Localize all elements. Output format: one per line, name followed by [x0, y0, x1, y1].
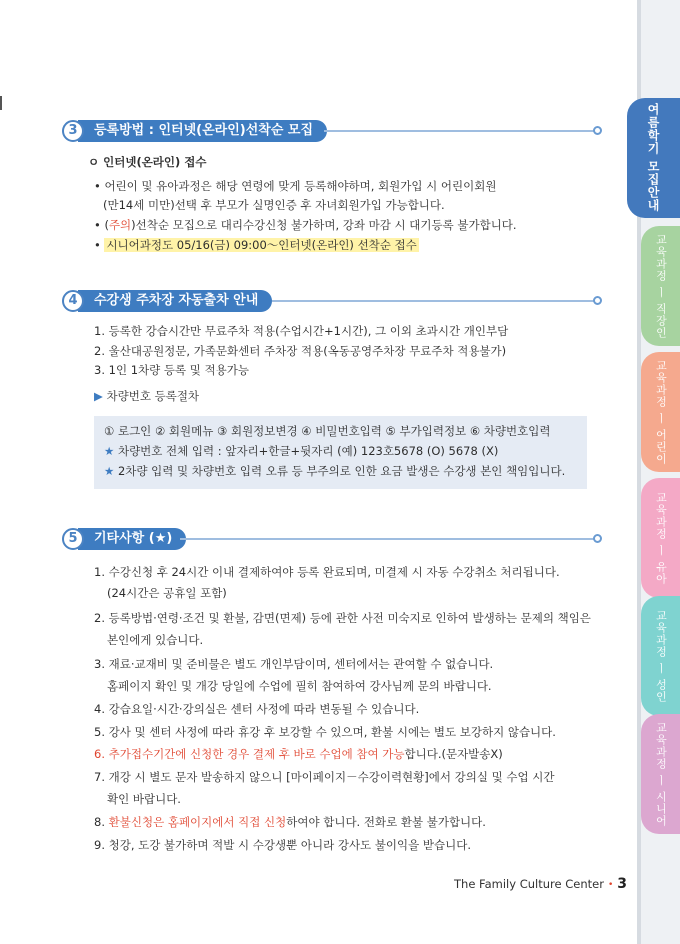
info-text: 차량번호 전체 입력 : 앞자리+한글+뒷자리 (예) 123호5678 (O) 5678 (X) — [117, 444, 499, 458]
tab-summer-recruitment[interactable] — [627, 98, 680, 218]
list-item: 본인에게 있습니다. — [107, 633, 204, 647]
page-edge-mark — [0, 96, 2, 110]
tab-label: 교육과정 ㅣ 유아 — [654, 491, 668, 585]
highlight-red-text: 환불신청은 홈페이지에서 직접 신청 — [108, 815, 287, 829]
highlighted-text: 시니어과정도 05/16(금) 09:00～인터넷(온라인) 선착순 접수 — [106, 238, 417, 252]
section-number: 5 — [62, 528, 84, 550]
star-icon: ★ — [104, 444, 115, 458]
section-4-header — [62, 290, 602, 314]
list-item: 2. 등록방법·연령·조건 및 환불, 감면(면제) 등에 관한 사전 미숙지로 인하여 발생하는 문제의 책임은 — [94, 611, 591, 625]
list-item: 5. 강사 및 센터 사정에 따라 휴강 후 보강할 수 있으며, 환불 시에는 별도 보강하지 않습니다. — [94, 725, 556, 739]
bullet-prefix: • ( — [94, 218, 109, 232]
item-text: 합니다.(문자발송X) — [404, 747, 503, 761]
notice-text: )선착순 모집으로 대리수강신청 불가하며, 강좌 마감 시 대기등록 불가합니다. — [131, 218, 517, 232]
list-item: 7. 개강 시 별도 문자 발송하지 않으니 [마이페이지－수강이력현황]에서 강의실 및 수업 시간 — [94, 770, 555, 784]
body-line: 3. 1인 1차량 등록 및 적용가능 — [94, 363, 249, 377]
subheading: ㅇ 인터넷(온라인) 접수 — [88, 155, 207, 169]
page-footer — [454, 876, 627, 892]
list-item: 9. 청강, 도강 불가하며 적발 시 수강생뿐 아니라 강사도 불이익을 받습니다. — [94, 838, 471, 852]
tab-adults[interactable] — [641, 596, 680, 716]
tab-office-workers[interactable] — [641, 226, 680, 346]
info-line — [104, 443, 498, 459]
body-line: (만14세 미만)선택 후 부모가 실명인증 후 자녀회원가입 가능합니다. — [103, 198, 445, 212]
list-item — [94, 746, 503, 762]
bullet-prefix: • — [94, 238, 105, 252]
divider-end-dot — [593, 534, 602, 543]
notice-line — [94, 217, 517, 233]
warning-word: 주의 — [108, 218, 132, 232]
divider-line — [180, 538, 594, 540]
section-3-header — [62, 120, 602, 144]
procedure-heading — [94, 388, 199, 404]
list-item: 3. 재료·교재비 및 준비물은 별도 개인부담이며, 센터에서는 관여할 수 없습니다. — [94, 657, 494, 671]
section-number: 3 — [62, 120, 84, 142]
tab-label: 교육과정 ㅣ 성인 — [654, 609, 668, 703]
side-tab-bar — [637, 0, 680, 944]
highlight-red-text: 6. 추가접수기간에 신청한 경우 결제 후 바로 수업에 참여 가능 — [94, 747, 405, 761]
star-icon: ★ — [104, 464, 115, 478]
section-title: 등록방법 : 인터넷(온라인)선착순 모집 — [78, 120, 327, 142]
procedure-label: 차량번호 등록절차 — [106, 389, 200, 403]
section-5-header — [62, 528, 602, 552]
item-text: 하여야 합니다. 전화로 환불 불가합니다. — [286, 815, 486, 829]
info-text: 2차량 입력 및 차량번호 입력 오류 등 부주의로 인한 요금 발생은 수강생 본인 책임입니다. — [117, 464, 566, 478]
section-number: 4 — [62, 290, 84, 312]
list-item: 홈페이지 확인 및 개강 당일에 수업에 필히 참여하여 강사님께 문의 바랍니다. — [107, 679, 492, 693]
list-item: 확인 바랍니다. — [107, 792, 181, 806]
tab-label: 교육과정 ㅣ 시니어 — [654, 721, 668, 827]
list-item: (24시간은 공휴일 포함) — [107, 586, 227, 600]
info-line — [104, 463, 565, 479]
body-line: • 어린이 및 유아과정은 해당 연령에 맞게 등록해야하며, 회원가입 시 어린이회원 — [94, 179, 497, 193]
tab-label: 여름학기 모집안내 — [646, 103, 660, 213]
procedure-steps: ① 로그인 ② 회원메뉴 ③ 회원정보변경 ④ 비밀번호입력 ⑤ 부가입력정보 ⑥ 차량번호입력 — [104, 424, 551, 438]
list-item: 4. 강습요일·시간·강의실은 센터 사정에 따라 변동될 수 있습니다. — [94, 702, 420, 716]
section-title: 기타사항 (★) — [78, 528, 186, 550]
page-number: 3 — [617, 876, 627, 892]
section-title: 수강생 주차장 자동출차 안내 — [78, 290, 272, 312]
footer-brand: The Family Culture Center — [454, 877, 604, 891]
tab-label: 교육과정 ㅣ 직장인 — [654, 233, 668, 339]
divider-end-dot — [593, 126, 602, 135]
tab-toddlers[interactable] — [641, 478, 680, 598]
body-line: 2. 울산대공원정문, 가족문화센터 주차장 적용(옥동공영주차장 무료주차 적용불가) — [94, 344, 507, 358]
play-arrow-icon: ▶ — [94, 389, 103, 403]
divider-line — [324, 130, 594, 132]
tab-children[interactable] — [641, 352, 680, 472]
tab-seniors[interactable] — [641, 714, 680, 834]
senior-notice-line — [94, 237, 419, 253]
list-item — [94, 814, 486, 830]
footer-dot: • — [607, 879, 614, 890]
body-line: 1. 등록한 강습시간만 무료주차 적용(수업시간+1시간), 그 이외 초과시간 개인부담 — [94, 324, 509, 338]
divider-line — [272, 300, 594, 302]
list-item: 1. 수강신청 후 24시간 이내 결제하여야 등록 완료되며, 미결제 시 자동 수강취소 처리됩니다. — [94, 565, 560, 579]
tab-label: 교육과정 ㅣ 어린이 — [654, 359, 668, 465]
item-prefix: 8. — [94, 815, 109, 829]
divider-end-dot — [593, 296, 602, 305]
